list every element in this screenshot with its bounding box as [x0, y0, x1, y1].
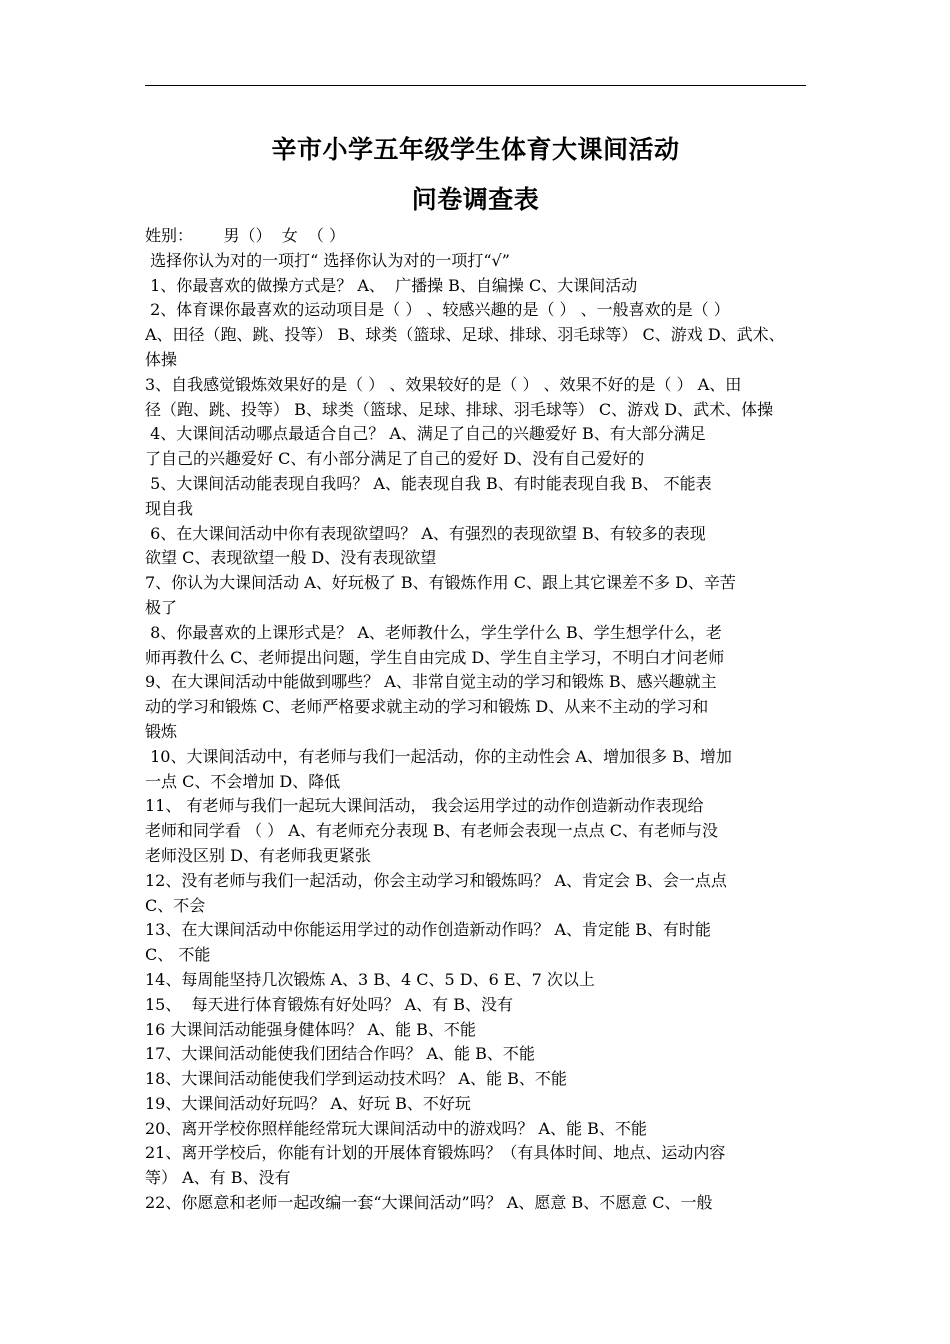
text-line: 14、每周能坚持几次锻炼 A、3 B、4 C、5 D、6 E、7 次以上	[145, 969, 595, 989]
header-rule	[145, 85, 806, 86]
text-line: 现自我	[145, 498, 194, 518]
text-line: 等） A、有 B、没有	[145, 1168, 291, 1188]
text-line: C、不会	[145, 895, 206, 915]
text-line: 17、大课间活动能使我们团结合作吗？ A、能 B、不能	[145, 1044, 535, 1064]
text-line: 18、大课间活动能使我们学到运动技术吗？ A、能 B、不能	[145, 1069, 567, 1089]
text-line: 11、 有老师与我们一起玩大课间活动， 我会运用学过的动作创造新动作表现给	[145, 796, 704, 816]
text-line: A、田径（跑、跳、投等） B、球类（篮球、足球、排球、羽毛球等） C、游戏 D、武术、	[145, 325, 785, 345]
text-line: 15、 每天进行体育锻炼有好处吗？ A、有 B、没有	[145, 994, 514, 1014]
text-line: 姓别： 男（） 女 （ ）	[145, 226, 345, 245]
text-line: 师再教什么 C、老师提出问题，学生自由完成 D、学生自主学习，不明白才问老师	[145, 647, 725, 667]
text-line: 2、体育课你最喜欢的运动项目是（ ） 、较感兴趣的是（ ） 、一般喜欢的是（ ）	[145, 300, 730, 320]
text-line: 体操	[145, 349, 178, 369]
text-line: 了自己的兴趣爱好 C、有小部分满足了自己的爱好 D、没有自己爱好的	[145, 449, 645, 469]
text-line: 7、你认为大课间活动 A、好玩极了 B、有锻炼作用 C、跟上其它课差不多 D、辛苦	[145, 573, 736, 593]
text-line: 8、你最喜欢的上课形式是？ A、老师教什么，学生学什么 B、学生想学什么，老	[145, 622, 722, 642]
document-subtitle: 问卷调查表	[411, 185, 540, 214]
text-line: 径（跑、跳、投等） B、球类（篮球、足球、排球、羽毛球等） C、游戏 D、武术、体操	[145, 399, 774, 419]
text-line: 12、没有老师与我们一起活动，你会主动学习和锻炼吗？ A、肯定会 B、会一点点	[145, 870, 727, 890]
document-title: 辛市小学五年级学生体育大课间活动	[271, 135, 680, 164]
text-line: 20、离开学校你照样能经常玩大课间活动中的游戏吗？ A、能 B、不能	[145, 1118, 647, 1138]
text-line: 锻炼	[145, 721, 178, 741]
text-line: 欲望 C、表现欲望一般 D、没有表现欲望	[145, 548, 437, 568]
text-line: 4、大课间活动哪点最适合自己？ A、满足了自己的兴趣爱好 B、有大部分满足	[145, 424, 706, 444]
text-line: 极了	[145, 597, 178, 617]
text-line: 10、大课间活动中，有老师与我们一起活动，你的主动性会 A、增加很多 B、增加	[145, 746, 732, 766]
text-line: 22、你愿意和老师一起改编一套“大课间活动”吗？ A、愿意 B、不愿意 C、一般	[145, 1193, 713, 1213]
text-line: 老师没区别 D、有老师我更紧张	[145, 845, 371, 865]
text-line: 9、在大课间活动中能做到哪些？ A、非常自觉主动的学习和锻炼 B、感兴趣就主	[145, 672, 717, 692]
text-line: 6、在大课间活动中你有表现欲望吗？ A、有强烈的表现欲望 B、有较多的表现	[145, 523, 706, 543]
text-line: 16 大课间活动能强身健体吗？ A、能 B、不能	[145, 1019, 476, 1039]
text-line: 21、离开学校后，你能有计划的开展体育锻炼吗？（有具体时间、地点、运动内容	[145, 1143, 726, 1163]
text-line: 动的学习和锻炼 C、老师严格要求就主动的学习和锻炼 D、从来不主动的学习和	[145, 697, 709, 717]
text-line: 19、大课间活动好玩吗？ A、好玩 B、不好玩	[145, 1093, 471, 1113]
text-line: 老师和同学看 （ ） A、有老师充分表现 B、有老师会表现一点点 C、有老师与没	[145, 821, 718, 841]
text-line: 1、你最喜欢的做操方式是？ A、 广播操 B、自编操 C、大课间活动	[145, 275, 638, 295]
text-line: 选择你认为对的一项打“ 选择你认为对的一项打“√”	[145, 250, 510, 270]
text-line: 5、大课间活动能表现自我吗？ A、能表现自我 B、有时能表现自我 B、 不能表	[145, 473, 712, 493]
text-line: C、 不能	[145, 945, 211, 965]
questionnaire-body	[145, 224, 806, 1216]
text-line: 13、在大课间活动中你能运用学过的动作创造新动作吗？ A、肯定能 B、有时能	[145, 920, 711, 940]
text-line: 3、自我感觉锻炼效果好的是（ ） 、效果较好的是（ ） 、效果不好的是（ ） A、田	[145, 374, 742, 394]
text-line: 一点 C、不会增加 D、降低	[145, 771, 341, 791]
